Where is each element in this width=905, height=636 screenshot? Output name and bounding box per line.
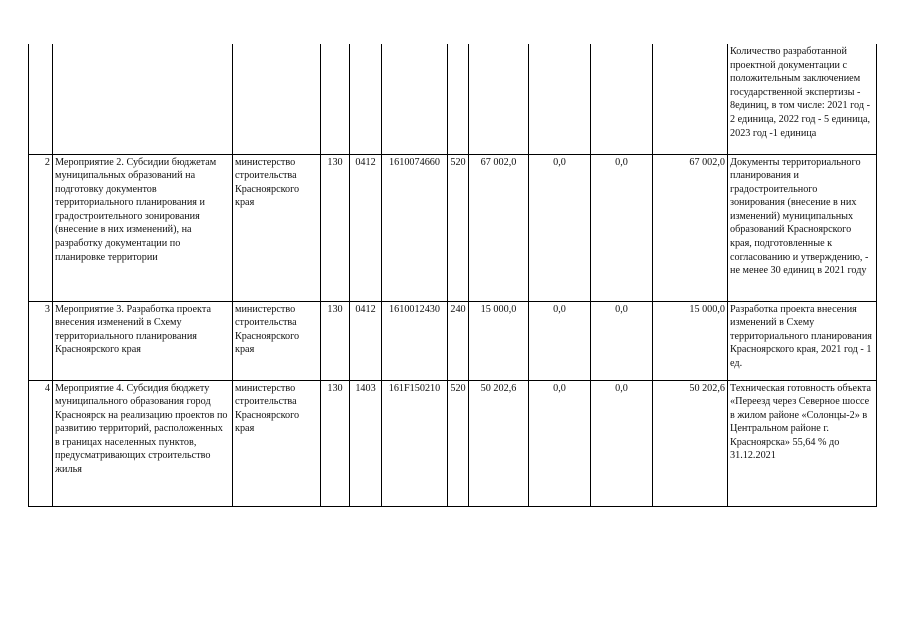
cell-executor: министерство строительства Красноярского края [233,380,321,506]
cell-total: 50 202,6 [653,380,728,506]
cell-csr: 1610074660 [382,154,448,301]
cell-2023: 0,0 [591,301,653,380]
cell-num [29,44,53,154]
cell-2022 [529,44,591,154]
cell-rzpr: 1403 [350,380,382,506]
cell-2021: 50 202,6 [469,380,529,506]
cell-result: Разработка проекта внесения изменений в Схему территориального планирования Красноярского края, 2021 год - 1 ед. [728,301,877,380]
cell-rzpr: 0412 [350,301,382,380]
cell-2021: 67 002,0 [469,154,529,301]
cell-result: Документы территориального планирования и градостроительного зонирования (внесение в них изменений) муниципальных образований Красноярского края, подготовленные к согласованию и утверждению, - не менее 30 единиц в 2021 году [728,154,877,301]
table-row [29,380,877,506]
program-activities-table [28,44,877,507]
cell-num: 2 [29,154,53,301]
cell-vr: 520 [448,380,469,506]
cell-2022: 0,0 [529,380,591,506]
table-row-continuation [29,44,877,154]
cell-2023 [591,44,653,154]
cell-2022: 0,0 [529,301,591,380]
cell-2021: 15 000,0 [469,301,529,380]
cell-total: 67 002,0 [653,154,728,301]
cell-grbs: 130 [321,301,350,380]
table-row [29,301,877,380]
cell-csr [382,44,448,154]
cell-vr: 520 [448,154,469,301]
cell-grbs: 130 [321,154,350,301]
cell-vr: 240 [448,301,469,380]
table-row [29,154,877,301]
cell-2021 [469,44,529,154]
cell-executor [233,44,321,154]
cell-total [653,44,728,154]
cell-executor: министерство строительства Красноярского края [233,301,321,380]
cell-grbs: 130 [321,380,350,506]
cell-2022: 0,0 [529,154,591,301]
cell-name: Мероприятие 2. Субсидии бюджетам муниципальных образований на подготовку документов территориального планирования и градостроительного зонирования (внесение в них изменений), на разработку документации по планировке территории [53,154,233,301]
cell-csr: 161F150210 [382,380,448,506]
cell-vr [448,44,469,154]
cell-result: Техническая готовность объекта «Переезд через Северное шоссе в жилом районе «Солонцы-2» в Центральном районе г. Красноярска» 55,64 % до 31.12.2021 [728,380,877,506]
cell-csr: 1610012430 [382,301,448,380]
cell-2023: 0,0 [591,154,653,301]
cell-rzpr: 0412 [350,154,382,301]
cell-result: Количество разработанной проектной документации с положительным заключением государственной экспертизы - 8единиц, в том числе: 2021 год - 2 единица, 2022 год - 5 единица, 2023 год -1 единица [728,44,877,154]
cell-name: Мероприятие 4. Субсидия бюджету муниципального образования город Красноярск на реализацию проектов по развитию территорий, расположенных в границах населенных пунктов, предусматривающих строительство жилья [53,380,233,506]
cell-2023: 0,0 [591,380,653,506]
cell-name [53,44,233,154]
cell-grbs [321,44,350,154]
cell-num: 3 [29,301,53,380]
cell-executor: министерство строительства Красноярского края [233,154,321,301]
cell-num: 4 [29,380,53,506]
cell-rzpr [350,44,382,154]
cell-name: Мероприятие 3. Разработка проекта внесения изменений в Схему территориального планирования Красноярского края [53,301,233,380]
cell-total: 15 000,0 [653,301,728,380]
